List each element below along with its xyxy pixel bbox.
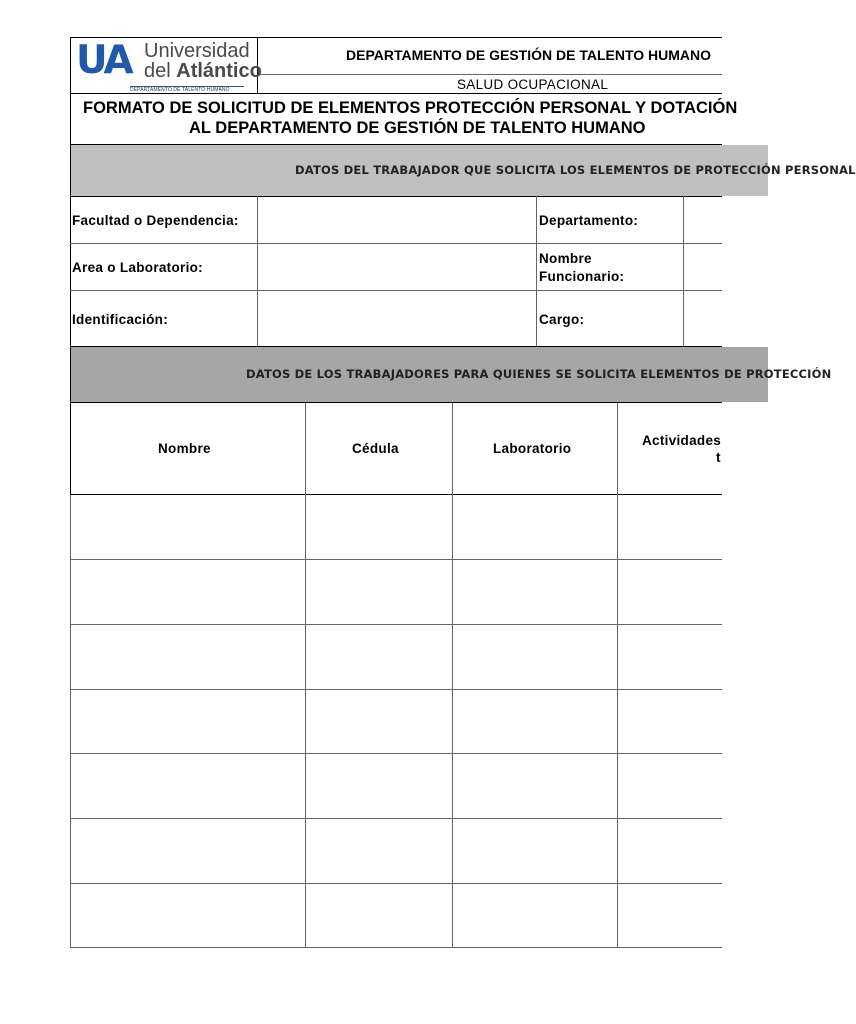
input-area[interactable] [258,244,535,289]
column-header-name: Nombre [158,441,211,456]
column-header-activities-line2: t [716,450,721,465]
input-department[interactable] [684,197,722,242]
section1-title: DATOS DEL TRABAJADOR QUE SOLICITA LOS ELEMENTOS DE PROTECCIÓN PERSONAL [295,163,856,177]
label-id: Identificación: [72,312,169,327]
section2-header [71,347,832,402]
label-area: Area o Laboratorio: [72,260,203,275]
form-title-line1: FORMATO DE SOLICITUD DE ELEMENTOS PROTECCIÓN PERSONAL Y DOTACIÓN [83,99,738,117]
header-area: SALUD OCUPACIONAL [457,77,609,92]
input-position[interactable] [684,291,722,346]
logo-name-bold: Atlántico [176,60,262,82]
table-row [70,883,722,884]
input-faculty[interactable] [258,197,535,242]
input-official[interactable] [684,244,722,289]
column-header-activities: Actividades [642,433,722,448]
section1-header [71,145,856,196]
table-row [70,689,722,690]
logo-mark: UA [76,38,131,83]
table-row [70,624,722,625]
label-department: Departamento: [539,213,639,228]
column-header-id: Cédula [352,441,399,456]
logo-name-line2 [144,60,262,83]
table-row [70,818,722,819]
university-logo [74,38,262,93]
header-department: DEPARTAMENTO DE GESTIÓN DE TALENTO HUMANO [346,47,712,63]
label-official-line2: Funcionario: [539,269,625,284]
label-official-line1: Nombre [539,251,592,266]
column-header-lab: Laboratorio [493,441,572,456]
table-row [70,947,722,948]
table-row [70,559,722,560]
table-row [70,753,722,754]
logo-subtitle: DEPARTAMENTO DE TALENTO HUMANO [130,87,230,93]
logo-name-line1: Universidad [144,40,250,62]
form-title-line2: AL DEPARTAMENTO DE GESTIÓN DE TALENTO HUMANO [189,119,646,137]
label-position: Cargo: [539,312,585,327]
label-faculty: Facultad o Dependencia: [72,213,239,228]
logo-name-prefix: del [144,60,177,82]
input-id[interactable] [258,291,535,346]
section2-title: DATOS DE LOS TRABAJADORES PARA QUIENES SE SOLICITA ELEMENTOS DE PROTECCIÓN [246,367,832,381]
